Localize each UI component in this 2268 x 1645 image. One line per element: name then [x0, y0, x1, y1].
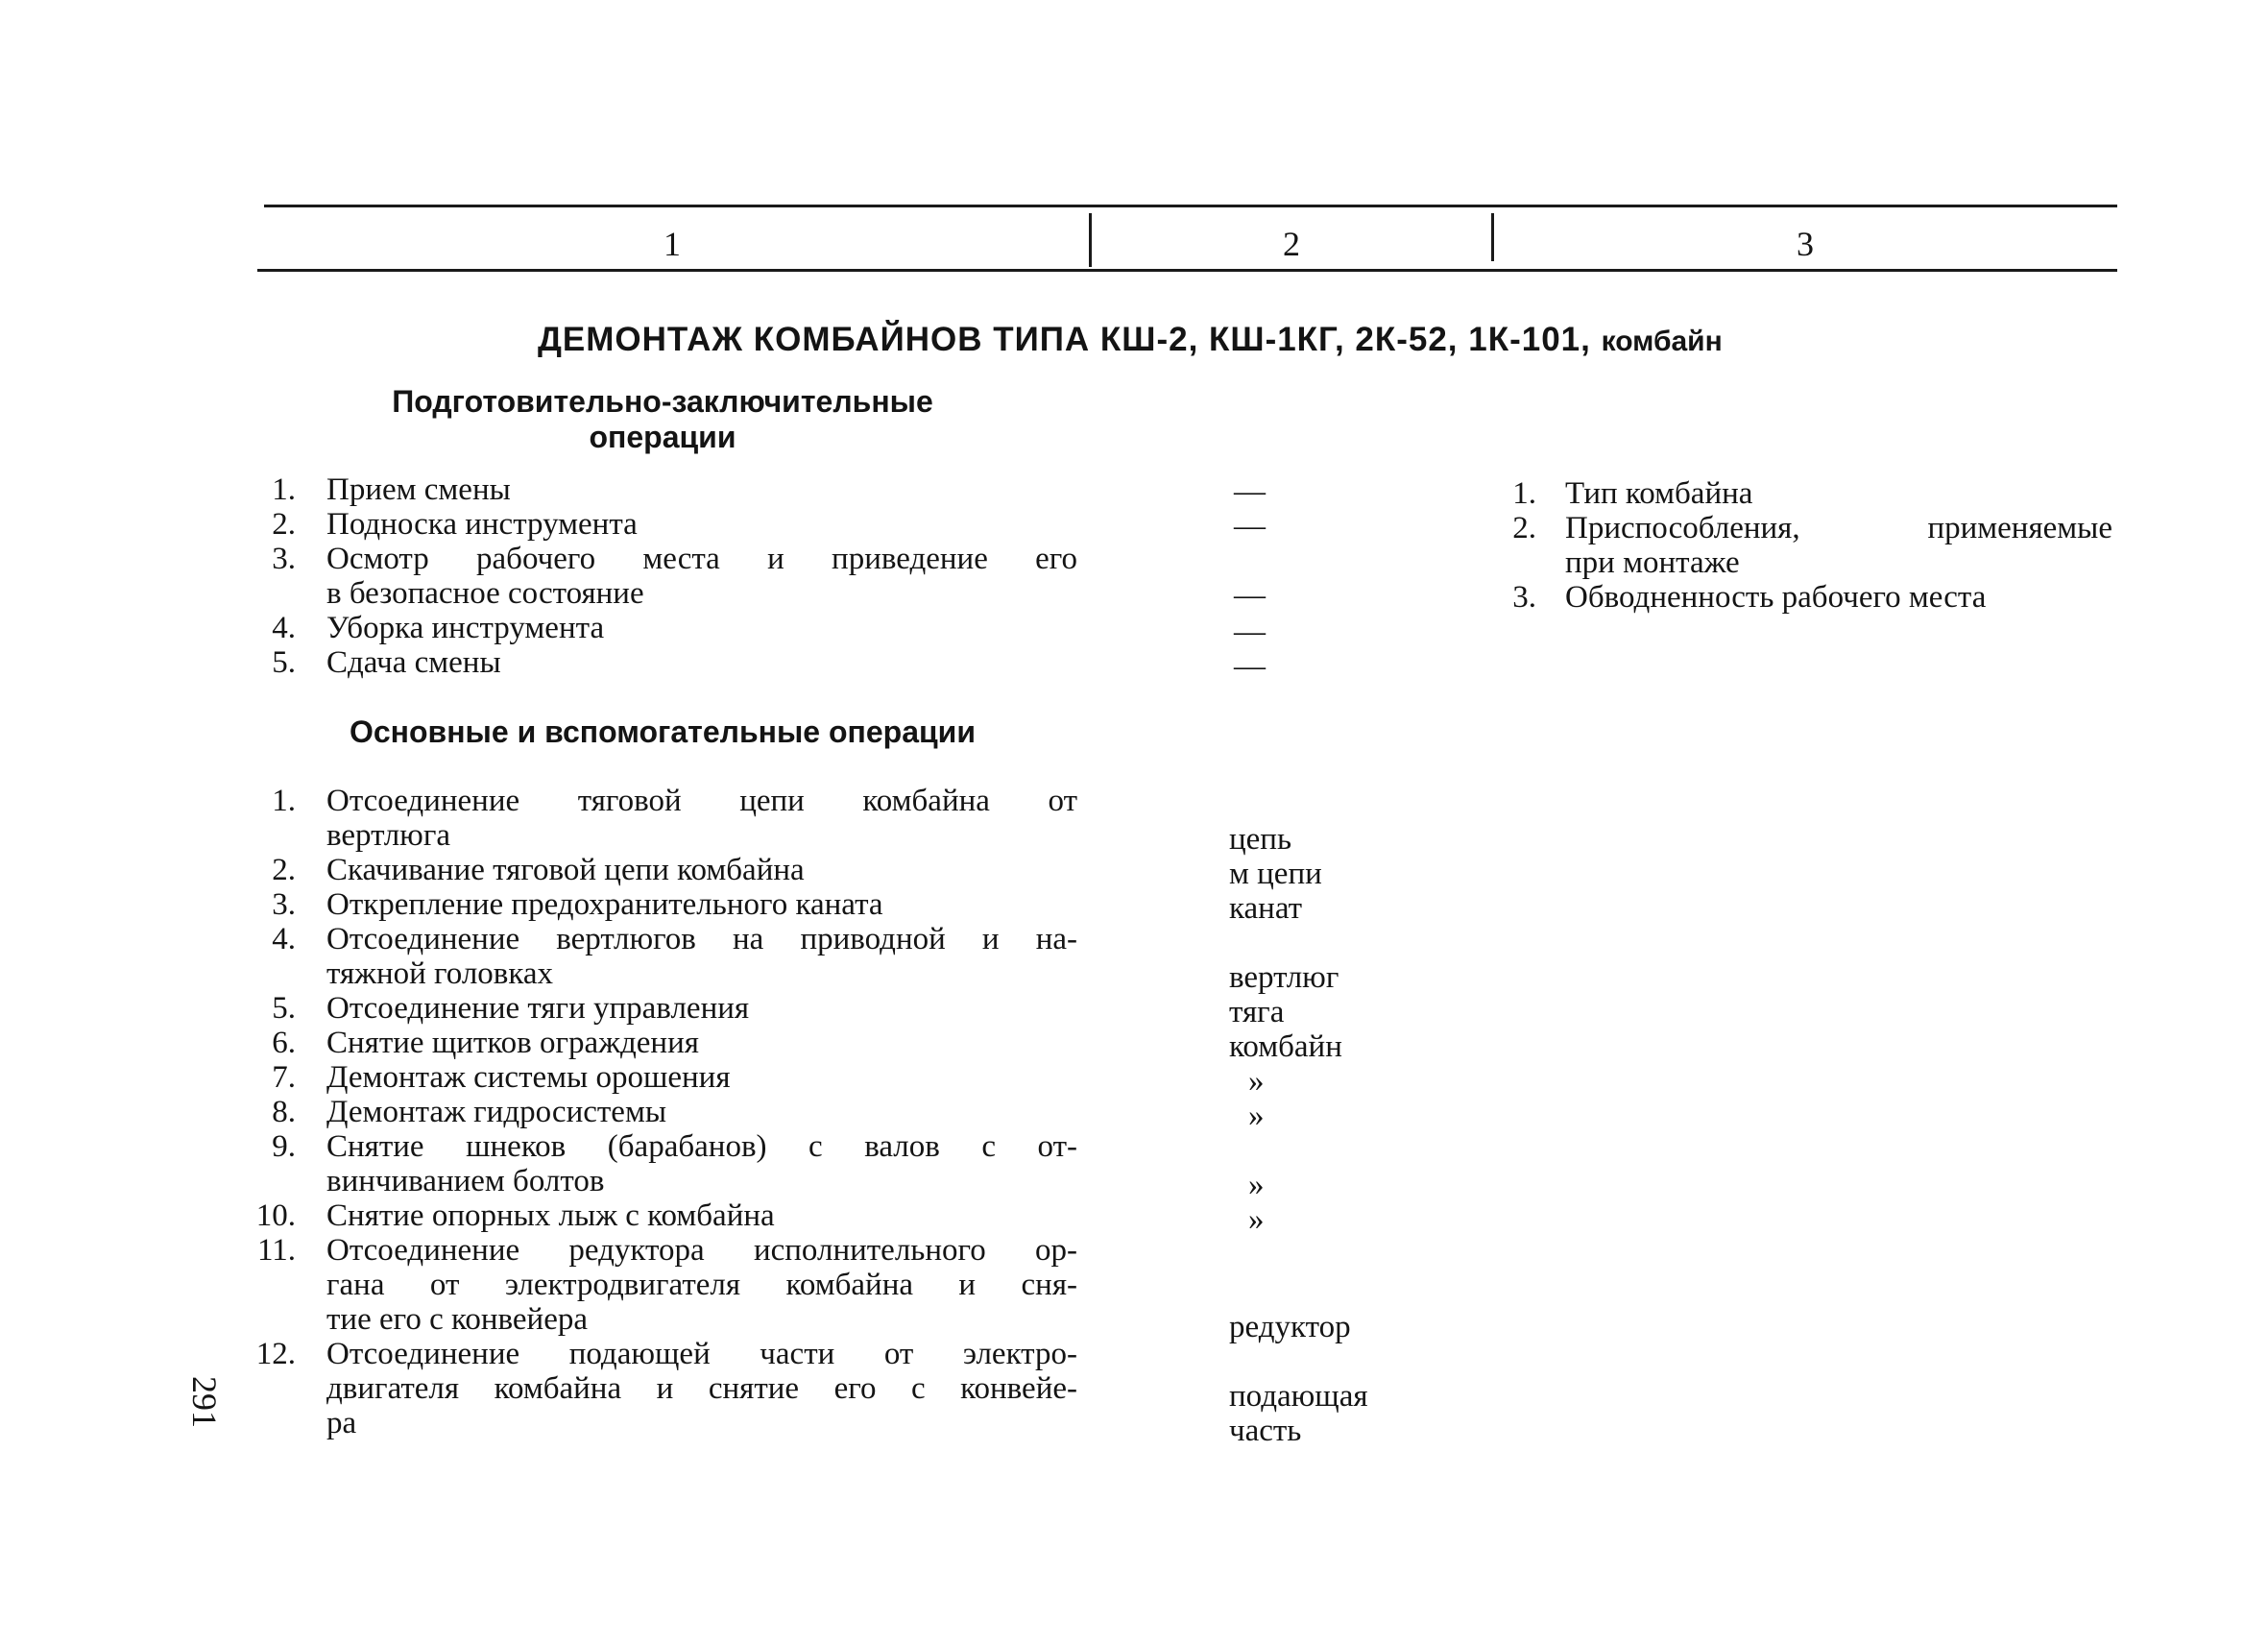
object-cell: часть	[1229, 1414, 1302, 1448]
section-prep-line2: операции	[589, 420, 736, 454]
dash-cell: —	[1234, 509, 1266, 544]
column-header-3: 3	[1797, 225, 1814, 263]
item-text: Сдача смены	[326, 645, 501, 680]
object-cell: м цепи	[1229, 857, 1322, 891]
factor-text: Приспособления, применяемые при монтаже	[1565, 511, 2112, 580]
object-cell: »	[1248, 1099, 1265, 1133]
item-text: Отсоединение тяги управления	[326, 991, 750, 1026]
object-cell: »	[1248, 1064, 1265, 1099]
header-divider-1	[1089, 213, 1092, 267]
section-prep-heading	[346, 384, 979, 455]
object-cell: »	[1248, 1202, 1265, 1237]
document-title	[538, 317, 1844, 365]
object-cell: тяга	[1229, 995, 1285, 1029]
object-cell: »	[1248, 1168, 1265, 1202]
factor-text: Обводненность рабочего места	[1565, 580, 1987, 615]
item-text: Прием смены	[326, 472, 511, 507]
item-text: Отсоединение подающей части от электро- двигателя комбайна и снятие его с конвейе- ра	[326, 1337, 1077, 1440]
object-cell: подающая	[1229, 1379, 1368, 1414]
item-text: Снятие шнеков (барабанов) с валов с от- винчиванием болтов	[326, 1129, 1077, 1198]
item-text: Подноска инструмента	[326, 507, 638, 542]
header-divider-2	[1491, 213, 1494, 261]
header-top-rule	[264, 205, 2117, 207]
item-text: Осмотр рабочего места и приведение его в безопасное состояние	[326, 542, 1077, 611]
column-header-2: 2	[1283, 225, 1300, 263]
item-text: Отсоединение вертлюгов на приводной и на- тяжной головках	[326, 922, 1077, 991]
item-text: Демонтаж гидросистемы	[326, 1095, 667, 1129]
factor-text: Тип комбайна	[1565, 476, 1753, 511]
object-cell: цепь	[1229, 822, 1292, 857]
item-text: Демонтаж системы орошения	[326, 1060, 731, 1095]
dash-cell: —	[1234, 649, 1266, 684]
dash-cell: —	[1234, 578, 1266, 613]
object-cell: редуктор	[1229, 1310, 1351, 1344]
object-cell: канат	[1229, 891, 1303, 926]
dash-cell: —	[1234, 474, 1266, 509]
object-cell: комбайн	[1229, 1029, 1342, 1064]
item-text: Отсоединение тяговой цепи комбайна от вертлюга	[326, 784, 1077, 853]
item-text: Отсоединение редуктора исполнительного ор- гана от электродвигателя комбайна и сня- тие его с конвейера	[326, 1233, 1077, 1337]
object-cell: вертлюг	[1229, 960, 1339, 995]
dash-cell: —	[1234, 615, 1266, 649]
column-header-1: 1	[664, 225, 681, 263]
section-main-heading: Основные и вспомогательные операции	[349, 714, 977, 749]
item-text: Скачивание тяговой цепи комбайна	[326, 853, 805, 887]
page-number: 291	[185, 1376, 224, 1428]
item-text: Уборка инструмента	[326, 611, 605, 645]
section-prep-line1: Подготовительно-заключительные	[392, 384, 933, 419]
item-text: Открепление предохранительного каната	[326, 887, 883, 922]
header-bottom-rule	[257, 269, 2117, 272]
item-text: Снятие опорных лыж с комбайна	[326, 1198, 775, 1233]
title-main: ДЕМОНТАЖ КОМБАЙНОВ ТИПА КШ-2, КШ-1КГ, 2К-52, 1К-101,	[538, 321, 1591, 358]
title-tail: комбайн	[1601, 326, 1723, 357]
item-text: Снятие щитков ограждения	[326, 1026, 699, 1060]
